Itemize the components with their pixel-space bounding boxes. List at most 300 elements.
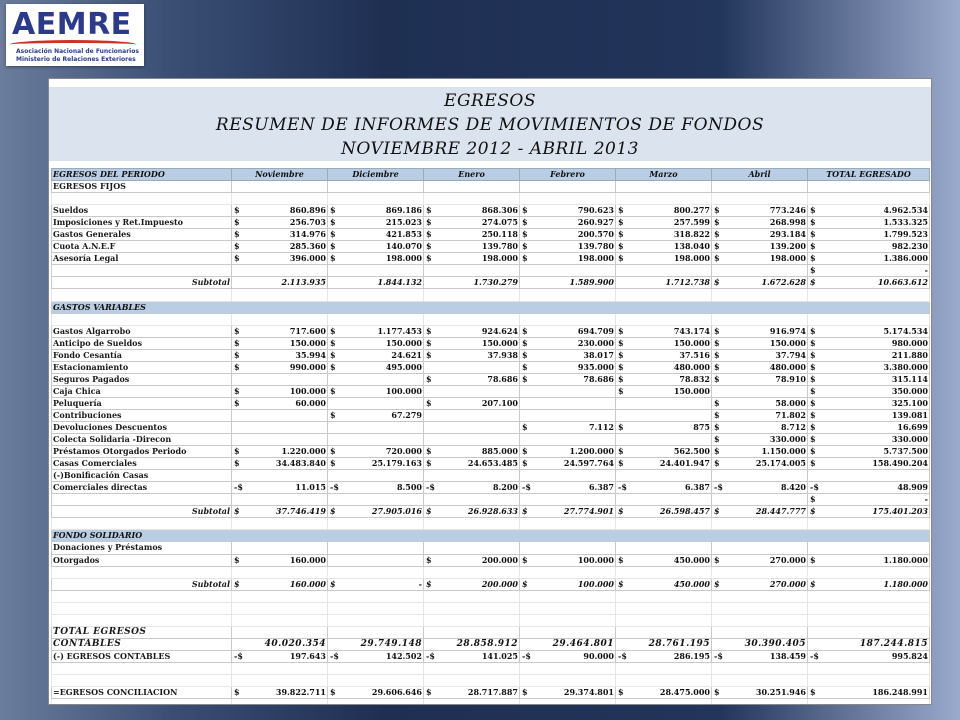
amount: - [924,494,928,505]
empty-cell [424,674,520,686]
empty-cell [808,518,930,530]
amount: 16.699 [897,422,928,432]
amount: 197.643 [289,650,326,661]
value-cell [616,277,712,289]
currency-sign: $ [810,241,816,252]
value-cell [520,325,616,337]
title-egresos: EGRESOS [444,91,536,111]
value-cell [328,241,424,253]
value-cell [808,638,930,650]
currency-sign: -$ [714,650,723,661]
amount: 24.621 [391,349,422,360]
table-row [52,421,930,433]
amount: 37.516 [679,349,710,360]
value-cell [808,217,930,229]
amount: 980.000 [891,337,928,348]
currency-sign: $ [522,229,528,240]
empty-cell [808,602,930,614]
value-cell [520,205,616,217]
value-cell [424,229,520,241]
value-cell [616,385,712,397]
amount: 314.976 [289,229,326,240]
value-cell [520,229,616,241]
currency-sign: $ [618,506,624,517]
amount: 25.179.163 [371,458,422,469]
value-cell [424,421,520,433]
empty-cell [52,662,232,674]
empty-cell [52,674,232,686]
value-cell [424,181,520,193]
value-cell [232,626,328,638]
currency-sign: $ [330,349,336,360]
amount: 40.020.354 [264,638,326,649]
amount: 860.896 [289,205,326,216]
amount: 6.387 [588,482,614,493]
currency-sign: $ [234,217,240,228]
table-row [52,602,930,614]
currency-sign: $ [522,373,528,384]
amount: 27.905.016 [371,506,422,517]
amount: 982.230 [891,241,928,252]
value-cell [808,470,930,482]
value-cell [232,241,328,253]
value-cell [712,470,808,482]
currency-sign: $ [426,578,432,589]
value-cell [424,687,520,699]
amount: 139.780 [577,241,614,252]
value-cell [808,385,930,397]
table-row [52,626,930,638]
value-cell [616,205,712,217]
value-cell [712,446,808,458]
currency-sign: $ [810,349,816,360]
currency-sign: $ [522,337,528,348]
value-cell [616,181,712,193]
value-cell [616,626,712,638]
value-cell [712,241,808,253]
amount: 8.500 [396,482,422,493]
row-label: Subtotal [52,578,232,590]
value-cell [424,277,520,289]
currency-sign: $ [234,241,240,252]
value-cell [808,409,930,421]
table-row [52,325,930,337]
empty-cell [232,193,328,205]
currency-sign: -$ [810,482,819,493]
currency-sign: $ [714,434,720,445]
amount: 11.015 [295,482,326,493]
row-label: Anticipo de Sueldos [52,337,232,349]
currency-sign: $ [810,446,816,457]
currency-sign: $ [618,217,624,228]
amount: 256.703 [289,217,326,228]
empty-cell [616,313,712,325]
value-cell [808,687,930,699]
row-label: (-) EGRESOS CONTABLES [52,650,232,662]
amount: 5.174.534 [883,325,928,336]
amount: 215.023 [385,217,422,228]
value-cell [808,650,930,662]
logo-subtitle-1: Asociación Nacional de Funcionarios [16,48,139,55]
logo-text: AEMRE [12,7,132,42]
amount: 139.780 [481,241,518,252]
amount: 1.220.000 [281,446,326,457]
empty-cell [232,590,328,602]
empty-cell [808,313,930,325]
amount: 141.025 [481,650,518,661]
title-period: NOVIEMBRE 2012 - ABRIL 2013 [341,139,639,159]
value-cell [808,542,930,554]
value-cell [520,626,616,638]
amount: 29.464.801 [552,638,614,649]
amount: 138.459 [769,650,806,661]
currency-sign: $ [426,217,432,228]
amount: 495.000 [385,361,422,372]
amount: 100.000 [577,578,614,589]
amount: 100.000 [289,385,326,396]
value-cell [328,542,424,554]
value-cell [328,337,424,349]
currency-sign: $ [618,373,624,384]
value-cell [520,482,616,494]
currency-sign: -$ [522,650,531,661]
amount: 1.533.325 [883,217,928,228]
currency-sign: -$ [330,482,339,493]
currency-sign: $ [234,361,240,372]
value-cell [424,506,520,518]
value-cell [424,241,520,253]
empty-cell [712,193,808,205]
currency-sign: $ [234,397,240,408]
amount: 198.000 [481,253,518,264]
value-cell [328,687,424,699]
value-cell [232,446,328,458]
amount: 200.570 [577,229,614,240]
currency-sign: $ [714,554,720,565]
value-cell [232,325,328,337]
amount: 8.712 [780,422,806,432]
value-cell [616,494,712,506]
empty-cell [712,614,808,626]
value-cell [616,578,712,590]
amount: 8.420 [780,482,806,493]
value-cell [232,373,328,385]
empty-cell [616,614,712,626]
table-row [52,217,930,229]
value-cell [520,421,616,433]
amount: 1.150.000 [761,446,806,457]
table-row [52,699,930,705]
currency-sign: $ [810,421,816,432]
value-cell [808,626,930,638]
currency-sign: $ [330,361,336,372]
value-cell [808,253,930,265]
empty-cell [52,699,232,705]
value-cell [808,277,930,289]
amount: 207.100 [481,397,518,408]
amount: 29.374.801 [563,687,614,698]
currency-sign: $ [618,385,624,396]
currency-sign: $ [522,578,528,589]
amount: 25.174.005 [755,458,806,469]
value-cell [520,554,616,566]
amount: 28.475.000 [659,687,710,698]
empty-cell [424,699,520,705]
currency-sign: $ [810,397,816,408]
empty-cell [808,289,930,301]
empty-cell [328,193,424,205]
row-label: (-)Bonificación Casas [52,470,232,482]
row-label: Subtotal [52,506,232,518]
value-cell [328,434,424,446]
value-cell [232,205,328,217]
empty-cell [712,518,808,530]
value-cell [520,373,616,385]
currency-sign: $ [714,458,720,469]
value-cell [328,373,424,385]
table-row [52,434,930,446]
empty-cell [520,699,616,705]
value-cell [712,409,808,421]
row-label: Gastos Generales [52,229,232,241]
empty-cell [424,662,520,674]
value-cell [616,650,712,662]
currency-sign: $ [426,373,432,384]
value-cell [424,482,520,494]
amount: 790.623 [577,205,614,216]
value-cell [232,638,328,650]
empty-cell [328,289,424,301]
amount: 924.624 [481,325,518,336]
currency-sign: $ [618,205,624,216]
value-cell [520,385,616,397]
row-label: Donaciones y Préstamos [52,542,232,554]
table-row [52,289,930,301]
value-cell [808,421,930,433]
table-row [52,193,930,205]
table-row [52,253,930,265]
value-cell [232,434,328,446]
amount: 450.000 [673,578,710,589]
amount: 274.075 [481,217,518,228]
amount: 34.483.840 [275,458,326,469]
amount: 1.730.279 [473,277,518,288]
currency-sign: $ [618,325,624,336]
value-cell [808,494,930,506]
value-cell [616,542,712,554]
amount: 694.709 [577,325,614,336]
value-cell [616,337,712,349]
currency-sign: $ [618,458,624,469]
value-cell [328,494,424,506]
value-cell [520,494,616,506]
currency-sign: -$ [810,650,819,661]
table-row [52,313,930,325]
currency-sign: -$ [618,650,627,661]
value-cell [712,482,808,494]
row-label: =EGRESOS CONCILIACION [52,687,232,699]
amount: 186.248.991 [872,687,928,698]
amount: 268.998 [769,217,806,228]
empty-cell [52,614,232,626]
empty-cell [328,518,424,530]
currency-sign: $ [714,205,720,216]
amount: 58.000 [775,397,806,408]
amount: 150.000 [769,337,806,348]
value-cell [328,325,424,337]
currency-sign: $ [426,325,432,336]
currency-sign: $ [714,217,720,228]
currency-sign: $ [618,361,624,372]
currency-sign: $ [522,349,528,360]
currency-sign: $ [618,253,624,264]
currency-sign: $ [522,253,528,264]
value-cell [424,337,520,349]
currency-sign: $ [810,373,816,384]
value-cell [328,470,424,482]
amount: 773.246 [769,205,806,216]
currency-sign: $ [330,229,336,240]
value-cell [424,650,520,662]
currency-sign: $ [522,687,528,698]
value-cell [808,181,930,193]
currency-sign: $ [810,458,816,469]
table-row [52,518,930,530]
table-row [52,349,930,361]
currency-sign: $ [234,506,240,517]
amount: 100.000 [577,554,614,565]
empty-cell [808,566,930,578]
value-cell [328,650,424,662]
currency-sign: $ [618,578,624,589]
amount: 198.000 [673,253,710,264]
empty-cell [616,566,712,578]
amount: 150.000 [385,337,422,348]
value-cell [232,277,328,289]
currency-sign: $ [330,253,336,264]
currency-sign: $ [618,554,624,565]
row-label: Seguros Pagados [52,373,232,385]
value-cell [520,361,616,373]
empty-cell [328,674,424,686]
currency-sign: $ [234,385,240,396]
empty-cell [520,566,616,578]
amount: 38.017 [583,349,614,360]
currency-sign: $ [810,277,816,288]
amount: 480.000 [673,361,710,372]
value-cell [520,687,616,699]
currency-sign: $ [330,241,336,252]
amount: 48.909 [897,482,928,493]
amount: 868.306 [481,205,518,216]
value-cell [712,626,808,638]
value-cell [808,446,930,458]
value-cell [616,446,712,458]
value-cell [328,217,424,229]
row-label: Cuota A.N.E.F [52,241,232,253]
currency-sign: $ [522,325,528,336]
amount: 28.761.195 [648,638,710,649]
amount: 198.000 [577,253,614,264]
value-cell [808,361,930,373]
amount: 800.277 [673,205,710,216]
value-cell [232,578,328,590]
amount: 28.858.912 [456,638,518,649]
currency-sign: $ [330,446,336,457]
currency-sign: $ [810,385,816,396]
currency-sign: $ [426,253,432,264]
currency-sign: $ [330,458,336,469]
amount: 7.112 [588,422,614,432]
value-cell [712,229,808,241]
currency-sign: -$ [618,482,627,493]
empty-cell [808,674,930,686]
currency-sign: $ [618,349,624,360]
value-cell [520,470,616,482]
amount: 175.401.203 [872,506,928,517]
table-row [52,482,930,494]
amount: 29.606.646 [371,687,422,698]
value-cell [616,409,712,421]
row-label [52,265,232,277]
currency-sign: $ [426,229,432,240]
currency-sign: $ [618,421,624,432]
header-cell: Febrero [520,169,616,181]
value-cell [520,349,616,361]
value-cell [232,217,328,229]
empty-cell [808,614,930,626]
amount: 28.447.777 [755,506,806,517]
amount: 78.832 [679,373,710,384]
value-cell [424,385,520,397]
empty-cell [232,614,328,626]
table-row [52,241,930,253]
value-cell [712,325,808,337]
value-cell [328,421,424,433]
row-label: Imposiciones y Ret.Impuesto [52,217,232,229]
empty-cell [232,699,328,705]
value-cell [616,458,712,470]
value-cell [616,373,712,385]
amount: 315.114 [891,373,928,384]
value-cell [712,687,808,699]
value-cell [616,506,712,518]
row-label: Colecta Solidaria -Direcon [52,434,232,446]
amount: 1.386.000 [883,253,928,264]
amount: 250.118 [481,229,518,240]
currency-sign: $ [234,458,240,469]
value-cell [808,458,930,470]
value-cell [808,349,930,361]
empty-cell [520,289,616,301]
amount: 24.401.947 [659,458,710,469]
currency-sign: $ [426,554,432,565]
amount: 140.070 [385,241,422,252]
empty-cell [424,590,520,602]
empty-cell [712,602,808,614]
currency-sign: $ [330,578,336,589]
currency-sign: $ [714,578,720,589]
amount: 260.927 [577,217,614,228]
empty-cell [616,590,712,602]
empty-cell [808,590,930,602]
empty-cell [424,602,520,614]
row-label: Peluquería [52,397,232,409]
header-cell: Marzo [616,169,712,181]
amount: 60.000 [295,397,326,408]
amount: 562.500 [673,446,710,457]
section-header: FONDO SOLIDARIO [52,530,930,542]
